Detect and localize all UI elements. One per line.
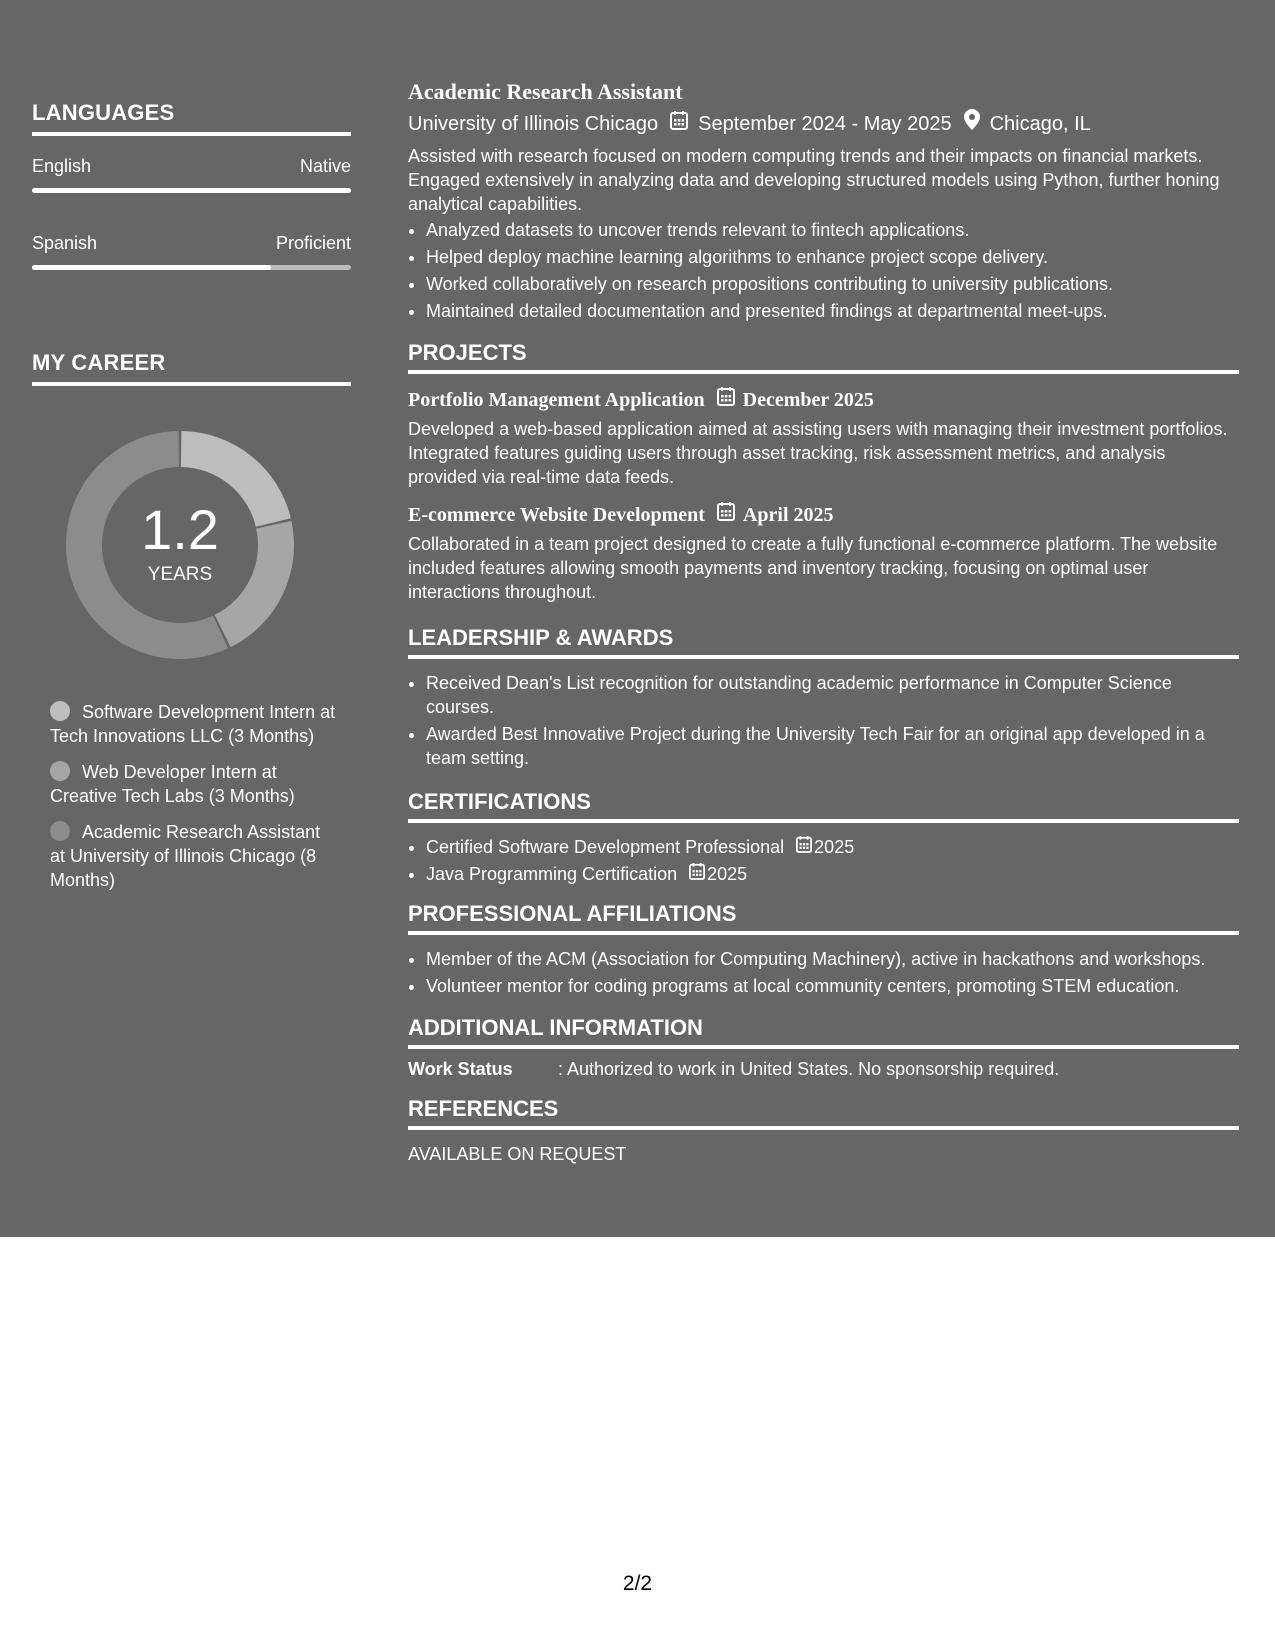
list-item: • Worked collaboratively on research propositions contributing to university publications. xyxy=(426,272,1239,296)
affiliations-bullets xyxy=(408,947,1239,998)
calendar-icon xyxy=(717,501,735,528)
certifications-heading: CERTIFICATIONS xyxy=(408,788,1239,823)
list-item: • Awarded Best Innovative Project during the University Tech Fair for an original app developed in a team setting. xyxy=(426,722,1239,770)
job-meta xyxy=(408,109,1239,138)
affiliations-section xyxy=(408,900,1239,998)
company-name: University of Illinois Chicago xyxy=(408,112,659,135)
references-text: AVAILABLE ON REQUEST xyxy=(408,1144,627,1164)
list-item: • Analyzed datasets to uncover trends relevant to fintech applications. xyxy=(426,218,1239,242)
job-location: Chicago, IL xyxy=(989,112,1091,135)
language-name: English xyxy=(32,156,92,176)
language-proficiency-bar xyxy=(32,265,351,270)
circle-dot-icon xyxy=(50,761,70,781)
language-name: Spanish xyxy=(32,233,98,253)
leadership-heading: LEADERSHIP & AWARDS xyxy=(408,624,1239,659)
certification-year: 2025 xyxy=(707,864,748,884)
certifications-section xyxy=(408,788,1239,886)
page-number: 2/2 xyxy=(622,1572,653,1595)
list-item: • Maintained detailed documentation and presented findings at departmental meet-ups. xyxy=(426,299,1239,323)
experience-entry xyxy=(408,78,1239,323)
certification-item xyxy=(426,835,1239,859)
career-donut-chart xyxy=(65,430,295,660)
work-status-row xyxy=(408,1057,1239,1081)
certification-name: • Certified Software Development Professional xyxy=(426,837,785,857)
list-item: • Member of the ACM (Association for Computing Machinery), active in hackathons and workshops. xyxy=(426,947,1239,971)
work-status-value: : Authorized to work in United States. No sponsorship required. xyxy=(558,1059,1060,1079)
project-description: Developed a web-based application aimed at assisting users with managing their investment portfolios. Integrated features guiding users through asset tracking, risk assessment metrics, and analysis provided via real-time data feeds. xyxy=(408,419,1228,487)
affiliations-heading: PROFESSIONAL AFFILIATIONS xyxy=(408,900,1239,935)
projects-heading: PROJECTS xyxy=(408,339,1239,374)
languages-heading: LANGUAGES xyxy=(32,100,351,136)
career-list xyxy=(50,700,340,892)
language-proficiency-fill xyxy=(32,188,351,193)
certifications-list xyxy=(408,835,1239,886)
leadership-section xyxy=(408,624,1239,770)
project-date: April 2025 xyxy=(742,503,834,526)
list-item: • Received Dean's List recognition for outstanding academic performance in Computer Science courses. xyxy=(426,671,1239,719)
leadership-bullets xyxy=(408,671,1239,770)
career-item-text: Academic Research Assistant at University of Illinois Chicago (8 Months) xyxy=(50,822,321,890)
sidebar xyxy=(32,100,351,904)
career-item xyxy=(50,700,340,748)
certification-item xyxy=(426,862,1239,886)
circle-dot-icon xyxy=(50,701,70,721)
career-heading: MY CAREER xyxy=(32,350,351,386)
language-proficiency-fill xyxy=(32,265,271,270)
project-item xyxy=(408,386,1239,489)
certification-name: • Java Programming Certification xyxy=(426,864,678,884)
job-summary: Assisted with research focused on modern computing trends and their impacts on financial markets. Engaged extensively in analyzing data and developing structured models using Python, further honing analytical capabilities. xyxy=(408,146,1220,214)
language-level: Proficient xyxy=(275,233,351,253)
list-item: • Volunteer mentor for coding programs at local community centers, promoting STEM education. xyxy=(426,974,1239,998)
career-item-text: Software Development Intern at Tech Innovations LLC (3 Months) xyxy=(50,702,336,746)
job-bullets xyxy=(408,218,1239,323)
language-item xyxy=(32,154,351,193)
calendar-icon xyxy=(717,386,735,413)
language-proficiency-bar xyxy=(32,188,351,193)
career-item xyxy=(50,760,340,808)
career-item xyxy=(50,820,340,892)
career-total-value: 1.2 xyxy=(141,498,219,561)
references-section xyxy=(408,1095,1239,1166)
work-status-label: Work Status xyxy=(408,1059,513,1079)
project-date: December 2025 xyxy=(742,388,874,411)
calendar-icon xyxy=(670,110,688,138)
additional-heading: ADDITIONAL INFORMATION xyxy=(408,1014,1239,1049)
job-title: Academic Research Assistant xyxy=(408,79,683,104)
language-level: Native xyxy=(299,156,351,176)
career-total-unit: YEARS xyxy=(147,564,213,585)
additional-section xyxy=(408,1014,1239,1081)
project-description: Collaborated in a team project designed to create a fully functional e-commerce platform. The website included features allowing smooth payments and inventory tracking, focusing on optimal user interactions throughout. xyxy=(408,534,1218,602)
certification-year: 2025 xyxy=(814,837,855,857)
references-heading: REFERENCES xyxy=(408,1095,1239,1130)
career-item-text: Web Developer Intern at Creative Tech Labs (3 Months) xyxy=(50,762,295,806)
project-title: E-commerce Website Development xyxy=(408,503,705,526)
languages-list xyxy=(32,154,351,270)
project-item xyxy=(408,501,1239,604)
main-column xyxy=(408,78,1239,1166)
language-item xyxy=(32,231,351,270)
projects-section xyxy=(408,339,1239,604)
project-title: Portfolio Management Application xyxy=(408,388,705,411)
circle-dot-icon xyxy=(50,821,70,841)
map-pin-icon xyxy=(964,109,980,138)
list-item: • Helped deploy machine learning algorithms to enhance project scope delivery. xyxy=(426,245,1239,269)
job-dates: September 2024 - May 2025 xyxy=(698,112,952,135)
calendar-icon xyxy=(796,835,812,859)
calendar-icon xyxy=(689,862,705,886)
